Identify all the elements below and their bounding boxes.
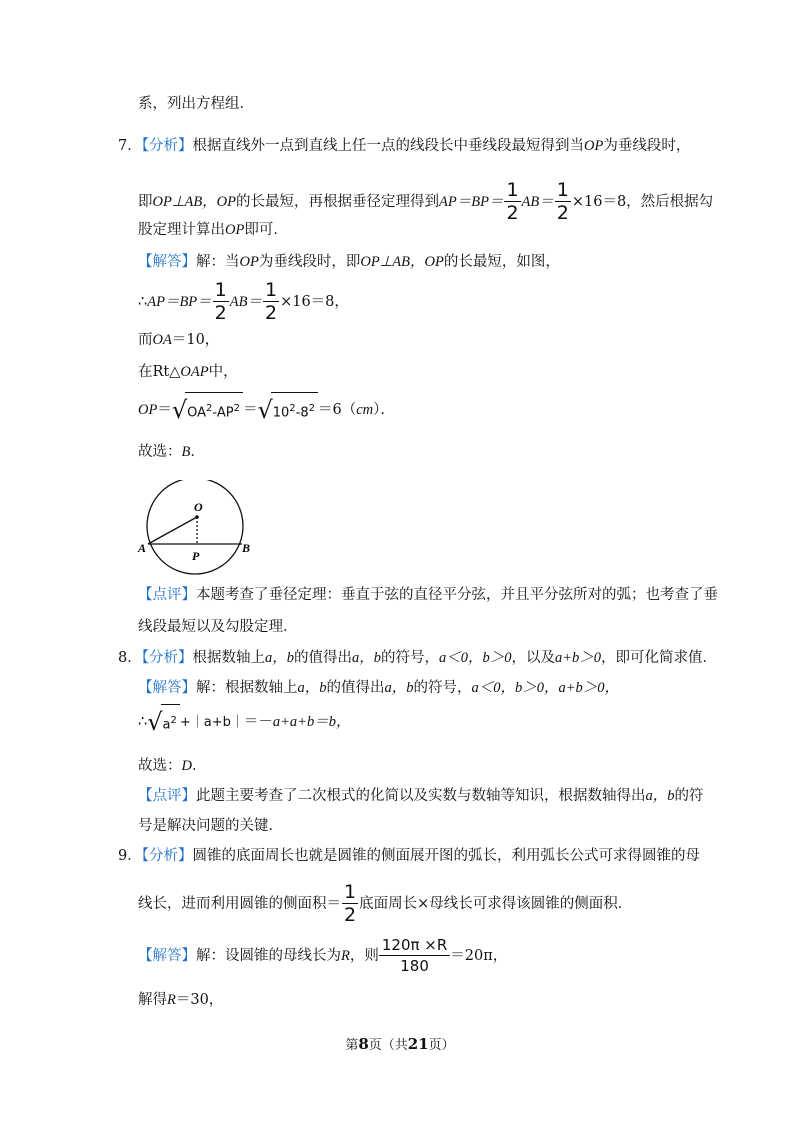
square-root: $√10^2-8^2$: [257, 392, 318, 428]
math-var: OP: [583, 138, 604, 154]
question-7-review: [138, 585, 718, 605]
text: ＝6（: [318, 402, 357, 419]
text: 股定理计算出: [138, 222, 225, 238]
circle-figure: [136, 480, 254, 576]
text: 在Rt△: [138, 364, 181, 380]
solution-tag: 【解答】: [138, 680, 196, 696]
analysis-tag: 【分析】: [141, 650, 193, 666]
question-number: 7．: [118, 138, 142, 154]
text: ＝: [242, 402, 258, 419]
math-var: a+b＞0: [554, 650, 602, 666]
text: 的值得出: [293, 650, 352, 666]
fraction-arc-length: $\frac{120\pi \times R}{180}$: [379, 938, 450, 974]
math-var: a+a+b＝b，: [272, 714, 351, 731]
text: 中，: [208, 364, 238, 380]
text: 解得: [138, 992, 167, 1008]
review-tag: 【点评】: [138, 587, 196, 603]
fraction-half: $\frac{1}{2}$: [214, 279, 227, 324]
fraction-half: $\frac{1}{2}$: [556, 179, 569, 224]
text-line: 系，列出方程组．: [138, 96, 254, 112]
text: 根据直线外一点到直线上任一点的线段长中垂线段最短得到当: [192, 138, 584, 154]
math-var: OA: [152, 332, 172, 348]
text-line: [138, 704, 351, 737]
math-var: AP＝BP＝: [147, 294, 212, 310]
text: 故选：: [138, 758, 182, 774]
text: ＝: [157, 402, 172, 419]
text-line: [138, 392, 395, 425]
question-9-analysis: [118, 846, 700, 866]
math-var: OP: [225, 222, 245, 238]
question-7-analysis: [118, 136, 690, 156]
page-footer: [0, 1034, 800, 1053]
text: 第: [345, 1038, 359, 1053]
solution-tag: 【解答】: [138, 948, 196, 964]
answer-choice: D: [181, 758, 192, 774]
text: 解：根据数轴上: [196, 680, 298, 696]
math-var: a，b: [351, 650, 381, 666]
text: 本题考查了垂径定理：垂直于弦的直径平分弦，并且平分弦所对的弧；也考查了垂: [196, 587, 718, 603]
question-number: 9．: [118, 848, 142, 864]
fraction-half: $\frac{1}{2}$: [506, 179, 519, 224]
text: ＝－: [243, 714, 273, 731]
absolute-value: +｜a+b｜: [179, 715, 244, 731]
text: 的符: [674, 788, 704, 804]
page-total: 21: [407, 1035, 429, 1053]
solution-tag: 【解答】: [138, 254, 196, 270]
text: 即可．: [244, 222, 288, 238]
math-var: OP: [239, 254, 259, 270]
text: ∴: [138, 714, 148, 731]
question-number: 8．: [118, 650, 142, 666]
text: 的长最短，再根据垂径定理得到: [236, 194, 440, 210]
center-point: [195, 515, 199, 519]
text-line: [138, 278, 349, 326]
question-8-analysis: [118, 648, 717, 668]
text: 此题主要考查了二次根式的化简以及实数与数轴等知识，根据数轴得出: [196, 788, 646, 804]
text-line: [138, 880, 632, 928]
math-var: a，b: [384, 680, 414, 696]
analysis-tag: 【分析】: [141, 138, 193, 154]
text: ＝10，: [171, 332, 220, 348]
text-line: [138, 330, 219, 350]
math-var: cm: [356, 402, 374, 419]
math-var: R: [341, 948, 350, 964]
text: 为垂线段时，: [603, 138, 691, 154]
page-number: 8: [358, 1035, 369, 1053]
text-line: [138, 990, 223, 1010]
question-8-solution: [138, 678, 619, 698]
text: 为垂线段时，即: [258, 254, 361, 270]
fraction-half: $\frac{1}{2}$: [344, 881, 357, 926]
text: 底面周长×母线长可求得该圆锥的侧面积．: [359, 896, 633, 912]
question-9-solution: [138, 934, 507, 978]
text: 解：设圆锥的母线长为: [196, 948, 341, 964]
text-line: [138, 362, 238, 382]
math-var: a＜0，b＞0，a+b＞0，: [471, 680, 620, 696]
text-line: 线段最短以及勾股定理．: [138, 619, 298, 635]
answer-choice: B: [181, 444, 191, 460]
text-line: 号是解决问题的关键．: [138, 818, 283, 834]
text: 的长最短，如图，: [443, 254, 560, 270]
text: 圆锥的底面周长也就是圆锥的侧面展开图的弧长，利用弧长公式可求得圆锥的母: [192, 848, 700, 864]
text: ，则: [349, 948, 379, 964]
label-a: A: [138, 541, 147, 555]
label-b: B: [242, 541, 251, 555]
math-var: AB＝: [229, 294, 262, 310]
text: 的符号，: [413, 680, 472, 696]
square-root: $√a^2$: [147, 704, 180, 740]
math-var: AB＝: [521, 194, 554, 210]
text: 线长，进而利用圆锥的侧面积＝: [138, 896, 341, 912]
analysis-tag: 【分析】: [141, 848, 193, 864]
segment-oa: [148, 517, 197, 544]
text: ×16＝8，: [280, 294, 349, 310]
text-line: [138, 220, 288, 240]
math-var: a，b: [297, 680, 327, 696]
text: 的符号，: [380, 650, 439, 666]
text: ，以及: [511, 650, 555, 666]
text: ．: [191, 758, 207, 774]
label-p: P: [192, 549, 200, 563]
label-o: O: [194, 500, 203, 514]
text: ．: [190, 444, 205, 460]
question-8-review: [138, 786, 704, 806]
text-line: [138, 178, 713, 226]
text: 的值得出: [326, 680, 385, 696]
text: ，即可化简求值．: [601, 650, 718, 666]
square-root: $√OA^2-AP^2$: [172, 392, 243, 428]
text: ＝30，: [175, 992, 224, 1008]
math-var: a，b: [264, 650, 294, 666]
math-var: OP⊥AB，OP: [360, 254, 444, 270]
text-line: [138, 442, 205, 462]
math-var: OP: [138, 402, 158, 419]
text-line: [138, 756, 206, 776]
text: 即: [138, 194, 153, 210]
text: 故选：: [138, 444, 182, 460]
math-var: a＜0，b＞0: [438, 650, 512, 666]
text: ＝20π，: [450, 948, 508, 964]
math-var: OP⊥AB，OP: [152, 194, 237, 210]
review-tag: 【点评】: [138, 788, 196, 804]
text: ×16＝8，然后根据勾: [571, 194, 714, 210]
text: 而: [138, 332, 153, 348]
fraction-half: $\frac{1}{2}$: [264, 279, 278, 324]
question-7-solution: [138, 252, 560, 272]
text: ）．: [373, 402, 395, 419]
text: 页（共: [368, 1038, 408, 1053]
math-var: a，b: [645, 788, 675, 804]
text: ∴: [138, 294, 148, 310]
math-var: OAP: [180, 364, 209, 380]
math-var: AP＝BP＝: [439, 194, 504, 210]
text: 根据数轴上: [192, 650, 265, 666]
math-var: R: [167, 992, 176, 1008]
text: 页）: [428, 1038, 455, 1053]
text: 解：当: [196, 254, 240, 270]
